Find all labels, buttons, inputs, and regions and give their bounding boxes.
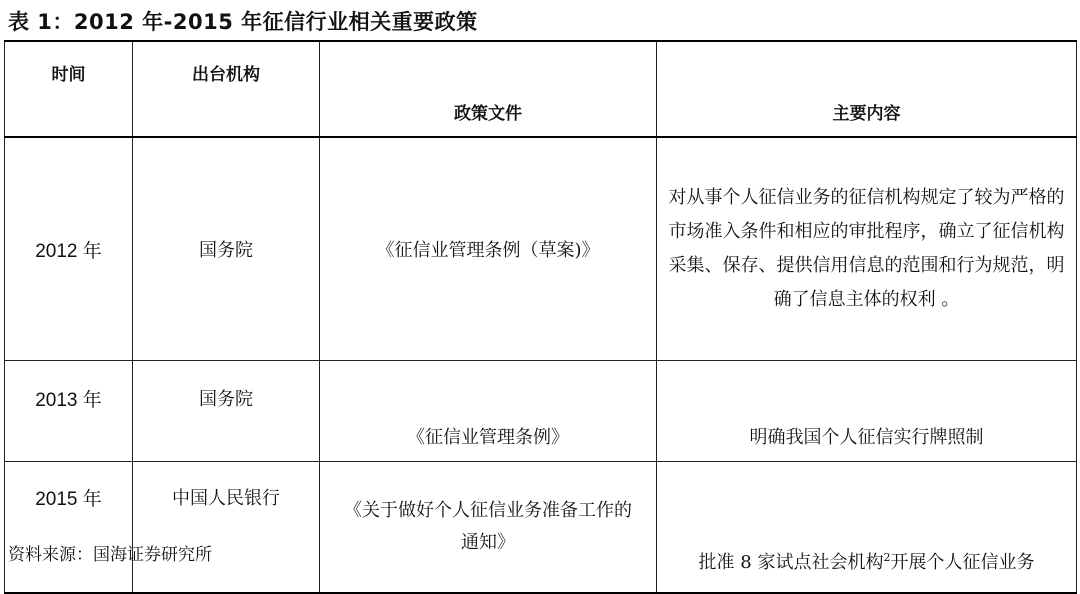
header-document: 政策文件 bbox=[320, 41, 657, 137]
header-agency: 出台机构 bbox=[133, 41, 320, 137]
policy-table bbox=[4, 40, 1077, 594]
cell-document: 《征信业管理条例》 bbox=[320, 361, 657, 462]
source-note: 资料来源：国海证券研究所 bbox=[8, 545, 212, 565]
header-content: 主要内容 bbox=[657, 41, 1077, 137]
cell-time: 2015 年 bbox=[5, 462, 133, 594]
document-text: 《关于做好个人征信业务准备工作的通知》 bbox=[344, 500, 632, 553]
content-text: 对从事个人征信业务的征信机构规定了较为严格的市场准入条件和相应的审批程序，确立了征信机构采集、保存、提供信用信息的范围和行为规范，明确了信息主体的权利 。 bbox=[668, 187, 1065, 310]
cell-content bbox=[657, 137, 1077, 361]
table-row bbox=[5, 361, 1077, 462]
cell-agency: 国务院 bbox=[133, 361, 320, 462]
table-row bbox=[5, 137, 1077, 361]
header-row bbox=[5, 41, 1077, 137]
cell-content bbox=[657, 462, 1077, 594]
cell-content: 明确我国个人征信实行牌照制 bbox=[657, 361, 1077, 462]
cell-agency: 中国人民银行 bbox=[133, 462, 320, 594]
cell-document: 《征信业管理条例（草案)》 bbox=[320, 137, 657, 361]
cell-agency: 国务院 bbox=[133, 137, 320, 361]
table-title: 表 1：2012 年-2015 年征信行业相关重要政策 bbox=[8, 10, 478, 34]
cell-time: 2013 年 bbox=[5, 361, 133, 462]
content-post: 开展个人征信业务 bbox=[890, 552, 1035, 573]
footnote-marker: 2 bbox=[883, 551, 891, 564]
cell-document bbox=[320, 462, 657, 594]
cell-time: 2012 年 bbox=[5, 137, 133, 361]
header-time: 时间 bbox=[5, 41, 133, 137]
table-row bbox=[5, 462, 1077, 594]
content-pre: 批准 8 家试点社会机构 bbox=[698, 552, 884, 573]
